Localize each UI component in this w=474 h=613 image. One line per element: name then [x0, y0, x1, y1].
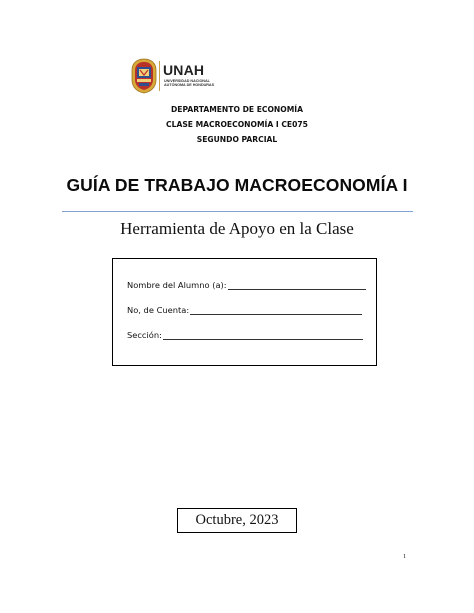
header-block — [0, 102, 474, 147]
student-name-line[interactable] — [228, 280, 366, 290]
account-number-label: No, de Cuenta: — [127, 305, 190, 315]
logo-subtitle-line: AUTÓNOMA DE HONDURAS — [164, 83, 215, 88]
account-number-line[interactable] — [190, 305, 362, 315]
logo-subtitle — [164, 79, 224, 88]
title-divider — [62, 211, 413, 212]
course-name: CLASE MACROECONOMÍA I CE075 — [166, 120, 308, 129]
section-field[interactable] — [127, 330, 363, 340]
exam-name: SEGUNDO PARCIAL — [196, 135, 278, 144]
section-line[interactable] — [163, 330, 363, 340]
page-number: 1 — [403, 553, 407, 560]
logo-divider — [159, 61, 160, 91]
logo-name: UNAH — [163, 62, 205, 78]
date-text: Octubre, 2023 — [195, 512, 279, 528]
university-seal-icon — [131, 58, 157, 94]
page-subtitle: Herramienta de Apoyo en la Clase — [120, 219, 354, 238]
logo-subtitle-line: UNIVERSIDAD NACIONAL — [164, 79, 210, 83]
section-label: Sección: — [127, 330, 162, 340]
page-title: GUÍA DE TRABAJO MACROECONOMÍA I — [66, 175, 408, 195]
department-name: DEPARTAMENTO DE ECONOMÍA — [170, 105, 303, 114]
student-info-box — [112, 258, 377, 366]
student-name-label: Nombre del Alumno (a): — [127, 280, 227, 290]
date-box — [177, 508, 297, 533]
account-number-field[interactable] — [127, 305, 362, 315]
unah-logo — [131, 58, 331, 98]
student-name-field[interactable] — [127, 280, 366, 290]
